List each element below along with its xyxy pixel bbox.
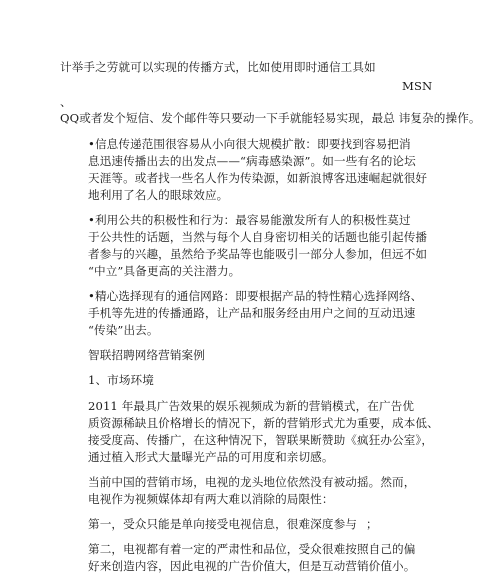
text-line: 天涯等。或者找一些名人作为传染源，如新浪博客迅速崛起就很好	[88, 171, 428, 185]
text-line: •精心选择现有的通信网路：即要根据产品的特性精心选择网络、	[88, 289, 423, 303]
text-line: “中立”具备更高的关注潜力。	[88, 264, 241, 278]
text-line: “传染”出去。	[88, 323, 159, 337]
text-line: •利用公共的积极性和行为：最容易能激发所有人的积极性莫过	[88, 213, 411, 227]
text-line: 者参与的兴趣，虽然给予奖品等也能吸引一部分人参加，但远不如	[88, 247, 428, 261]
text-line: 地利用了名人的眼球效应。	[88, 188, 229, 202]
section-heading: 智联招聘网络营销案例	[88, 348, 205, 362]
text-line: 于公共性的话题，当然与每个人自身密切相关的话题也能引起传播	[88, 230, 428, 244]
text-line: 、	[60, 95, 72, 109]
text-line: 通过植入形式大量曝光产品的可用度和亲切感。	[88, 450, 334, 464]
text-line: 第一，受众只能是单向接受电视信息，很难深度参与	[88, 517, 357, 531]
text-line: 好来创造内容，因此电视的广告价值大，但是互动营销价值小。	[88, 559, 416, 573]
text-line: 息迅速传播出去的出发点——“病毒感染源”。如一些有名的论坛	[88, 154, 416, 168]
text-line: QQ或者发个短信、发个邮件等只要动一下手就能轻易实现，最总 讳复杂的操作。	[60, 111, 481, 125]
text-line: 手机等先进的传播通路，让产品和服务经由用户之间的互动迅速	[88, 306, 416, 320]
text-line: MSN	[402, 79, 433, 93]
text-line: 当前中国的营销市场，电视的龙头地位依然没有被动摇。然而，	[88, 475, 416, 489]
text-line: 电视作为视频媒体却有两大难以消除的局限性：	[88, 492, 334, 506]
text-line: 计举手之劳就可以实现的传播方式，比如使用即时通信工具如	[60, 60, 376, 74]
text-line: 质资源稀缺且价格增长的情况下，新的营销形式尤为重要，成本低、	[88, 416, 439, 430]
text-line: 接受度高、传播广，在这种情况下，智联果断赞助《疯狂办公室》，	[88, 433, 434, 447]
subsection-heading: 1、市场环境	[88, 373, 154, 387]
text-line: •信息传递范围很容易从小向很大规模扩散：即要找到容易把消	[88, 137, 411, 151]
text-line: 第二，电视都有着一定的严肃性和品位，受众很难按照自己的偏	[88, 542, 416, 556]
text-line: ；	[366, 517, 378, 531]
text-line: 2011 年最具广告效果的娱乐视频成为新的营销模式，在广告优	[88, 399, 415, 413]
